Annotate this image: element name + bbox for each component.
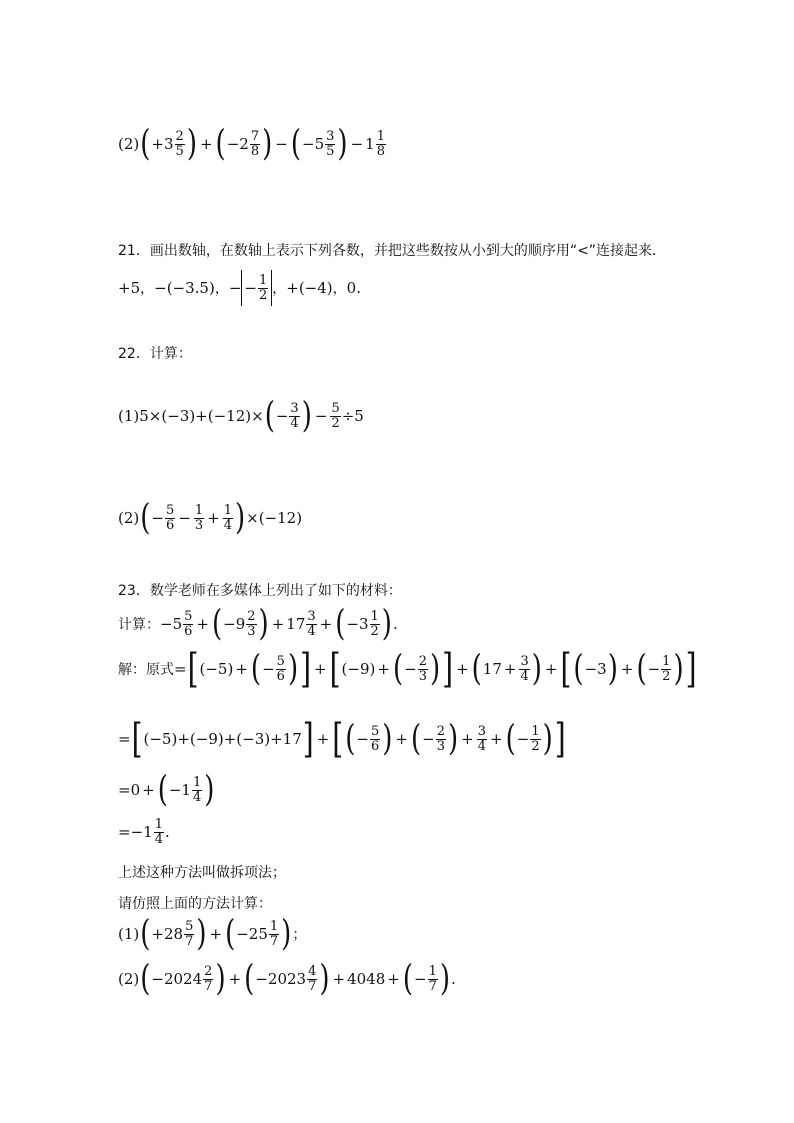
fraction: $\frac{2}{3}$ [418,654,427,684]
paren: ( [215,123,226,165]
q23-step2: = [ (−5)+(−9)+(−3)+17 ] + [ ( − $\frac{5}{6}$ ) + ( − $\frac{2}{3}$ ) + $\frac{3}{4}$ + ( − $\frac{1}{2}$ ) ] [118,714,566,763]
fraction: $\frac{3}{4}$ [290,401,299,431]
part-label: (2) [118,509,140,528]
expr: 5×(−3)+(−12)× [139,407,264,426]
whole: −2 [226,135,249,154]
q23-part2: (2) ( −2024 $\frac{2}{7}$ ) + ( −2023 $\frac{4}{7}$ ) + 4048 + ( − $\frac{1}{7}$ ) . [118,958,456,1000]
fraction: $\frac{5}{7}$ [185,919,194,949]
q23-step1: 解：原式 = [ (−5) + ( − $\frac{5}{6}$ ) ] + [ (−9) + ( − $\frac{2}{3}$ ) ] + ( 17 + $\frac{3}{4}$ ) + [ ( −3 ) + ( − $\frac{1}{2}$ ) ] [118,644,697,693]
sign: − [228,279,242,297]
paren: ( [264,395,275,437]
expr: ÷5 [341,407,364,426]
paren: ( [140,497,151,539]
number: −(−3.5) [154,279,215,297]
q23-part1: (1) ( +28 $\frac{5}{7}$ ) + ( −25 $\frac{1}{7}$ ) ； [118,913,307,955]
op: − [275,135,288,154]
fraction: $\frac{3}{4}$ [477,724,486,754]
paren: ) [301,395,312,437]
op: + [199,135,213,154]
fraction: $\frac{3}{4}$ [307,609,316,639]
expr: ×(−12) [246,509,303,528]
fraction: $\frac{1}{2}$ [370,609,379,639]
fraction: $\frac{4}{7}$ [308,964,317,994]
whole: −3 [346,615,369,634]
fraction: $\frac{2}{7}$ [204,964,213,994]
q23-step3: = 0 + ( −1 $\frac{1}{4}$ ) [118,769,215,811]
op: + [207,509,220,528]
fraction: $\frac{1}{4}$ [154,817,163,847]
whole: +3 [151,135,174,154]
part-label: (1) [118,925,140,944]
fraction: $\frac{5}{6}$ [370,724,380,754]
fraction: $\frac{5}{6}$ [276,654,285,684]
fraction: $\frac{1}{4}$ [223,503,232,533]
fraction: $\frac{1}{7}$ [269,919,279,949]
fraction: $\frac{1}{4}$ [192,775,202,805]
fraction: $\frac{5}{6}$ [184,609,193,639]
q22-text: 22．计算： [118,346,192,362]
absolute-value: − $\frac{1}{2}$ [241,270,272,306]
sign: − [151,509,164,528]
whole: 1 [365,135,375,154]
whole: −5 [302,135,325,154]
paren: ( [290,123,301,165]
calc-label: 计算： [118,617,160,634]
fraction: $\frac{3}{5}$ [326,129,335,159]
fraction: $\frac{2}{3}$ [247,609,256,639]
q22-part1 [118,395,364,437]
part-label: (2) [118,970,140,989]
paren: ) [186,123,197,165]
fraction: $\frac{1}{2}$ [662,654,671,684]
paren: ) [337,123,348,165]
op: − [314,407,328,426]
op: − [178,509,191,528]
fraction: $\frac{2}{5}$ [175,129,184,159]
op: − [350,135,364,154]
fraction: $\frac{7}{8}$ [250,129,260,159]
number: +5 [118,279,141,297]
fraction: $\frac{5}{6}$ [165,503,175,533]
q22-part2 [118,497,303,539]
number: +(−4) [286,279,333,297]
sign: − [275,407,289,426]
q23-calc: 计算： −5 $\frac{5}{6}$ + ( −9 $\frac{2}{3}$ ) + 17 $\frac{3}{4}$ + ( −3 $\frac{1}{2}$ ) . [118,603,398,645]
fraction: $\frac{1}{2}$ [531,724,540,754]
fraction: $\frac{1}{3}$ [194,503,204,533]
fraction: $\frac{2}{3}$ [436,724,445,754]
fraction: $\frac{3}{4}$ [520,654,529,684]
whole: −9 [223,615,246,634]
q23-step4: = −1 $\frac{1}{4}$ . [118,817,170,847]
paren: ( [140,123,151,165]
q23-note2: 请仿照上面的方法计算： [118,896,272,912]
q23-note1: 上述这种方法叫做拆项法； [118,865,286,881]
number: 0. [346,279,361,297]
solution-label: 解：原式 [118,662,174,679]
paren: ) [234,497,246,539]
whole: −5 [160,615,183,634]
part-label: (1) [118,407,140,426]
paren: ) [262,123,273,165]
fraction: $\frac{1}{8}$ [376,129,385,159]
part-label: (2) [118,135,140,154]
q20-part2 [118,123,387,165]
q21-text: 21．画出数轴，在数轴上表示下列各数，并把这些数按从小到大的顺序用“<”连接起来． [118,243,667,259]
fraction: $\frac{5}{2}$ [331,401,340,431]
fraction: $\frac{1}{7}$ [428,964,437,994]
whole: 17 [286,615,306,634]
q21-numbers: +5 ， −(−3.5) ， − − $\frac{1}{2}$ ， +(−4) ， 0. [118,270,361,306]
q23-text: 23．数学老师在多媒体上列出了如下的材料： [118,583,402,599]
